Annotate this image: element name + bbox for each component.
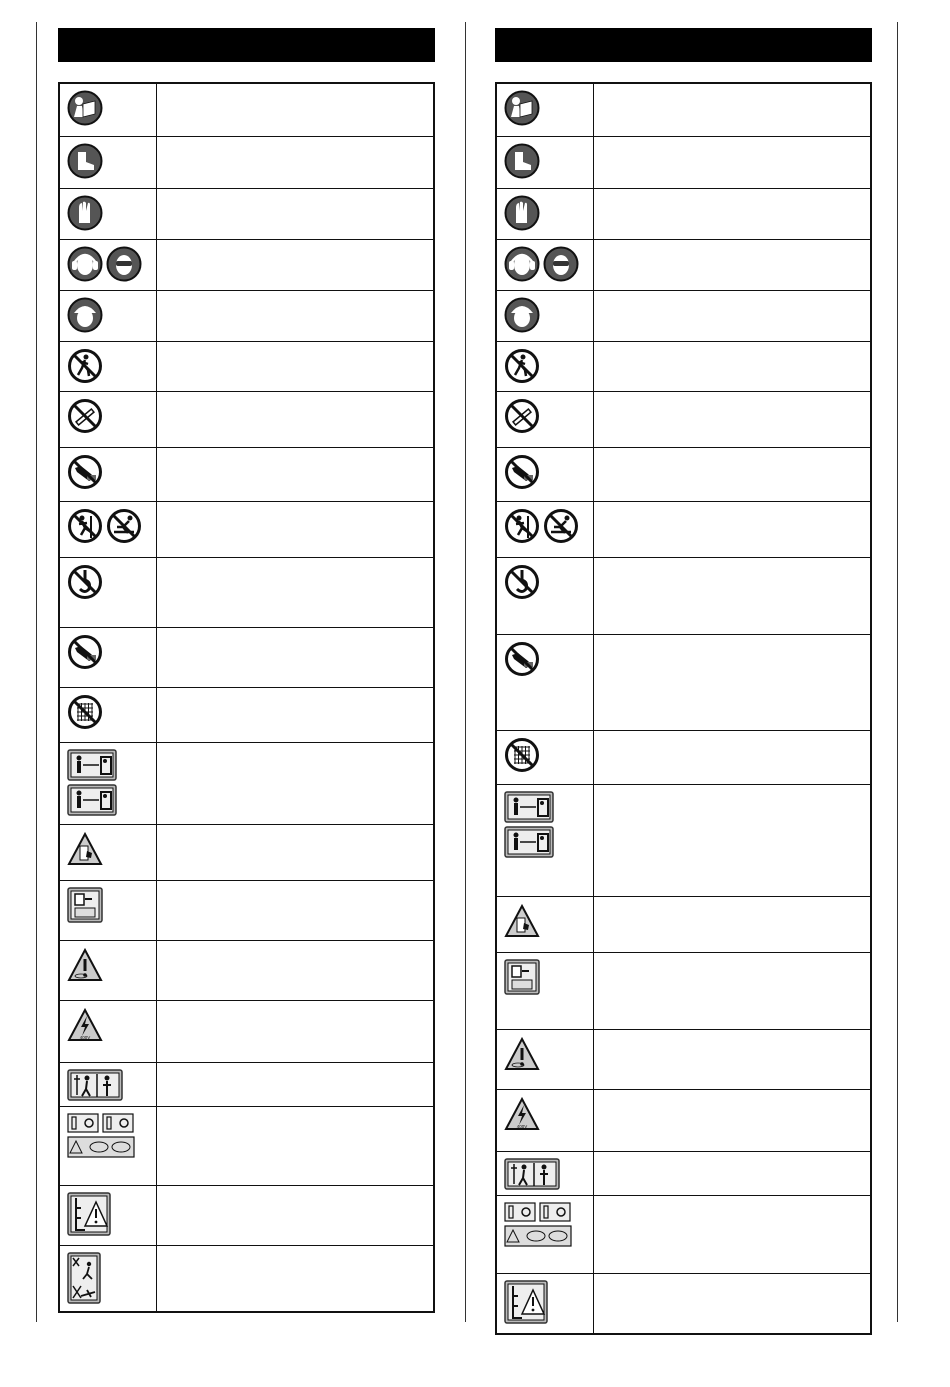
table-row xyxy=(60,501,433,557)
right-symbol-table xyxy=(495,82,872,1335)
symbol-cell xyxy=(497,1196,594,1273)
description-cell xyxy=(157,448,433,501)
symbol-cell xyxy=(497,953,594,1029)
description-cell xyxy=(594,785,870,896)
svg-text:400V: 400V xyxy=(79,1035,91,1040)
crush-hazard-icon xyxy=(67,831,103,867)
symbol-cell xyxy=(60,743,157,824)
symbol-cell xyxy=(60,392,157,447)
left-column xyxy=(58,28,435,1313)
description-cell xyxy=(594,558,870,634)
description-cell xyxy=(157,189,433,239)
description-cell xyxy=(157,1107,433,1185)
symbol-cell xyxy=(497,731,594,784)
description-cell xyxy=(594,731,870,784)
safety-gloves-icon xyxy=(504,195,540,231)
symbol-cell xyxy=(497,137,594,188)
table-row xyxy=(497,634,870,730)
description-cell xyxy=(157,1186,433,1245)
description-cell xyxy=(157,502,433,557)
table-row xyxy=(497,341,870,391)
distance-operator-icon xyxy=(504,791,554,823)
no-climbing-icon xyxy=(504,508,540,544)
symbol-cell xyxy=(60,189,157,239)
symbol-cell xyxy=(60,1107,157,1185)
description-cell xyxy=(594,897,870,952)
symbol-cell xyxy=(60,240,157,290)
description-cell xyxy=(594,342,870,391)
description-cell xyxy=(594,137,870,188)
no-grid-icon xyxy=(504,737,540,773)
ear-protection-icon xyxy=(504,246,540,282)
mast-warning-icon xyxy=(504,1280,548,1324)
symbol-cell xyxy=(60,825,157,880)
two-person-icon xyxy=(67,1069,123,1101)
table-row xyxy=(497,1089,870,1151)
no-standing-under-icon xyxy=(67,1252,101,1304)
page-divider-right xyxy=(897,22,898,1322)
description-cell xyxy=(594,635,870,730)
page-divider-left xyxy=(36,22,37,1322)
description-cell xyxy=(594,1274,870,1333)
symbol-cell xyxy=(497,240,594,290)
description-cell xyxy=(594,240,870,290)
control-panel-icon xyxy=(504,1202,536,1222)
table-row xyxy=(60,940,433,1000)
left-column-header xyxy=(58,28,435,62)
description-cell xyxy=(594,1030,870,1089)
description-cell xyxy=(157,825,433,880)
no-hand-in-machine-icon xyxy=(504,641,540,677)
table-row xyxy=(497,501,870,557)
table-row xyxy=(497,1151,870,1195)
no-pedestrians-icon xyxy=(504,348,540,384)
no-riding-icon xyxy=(106,508,142,544)
rotation-icon xyxy=(67,1136,135,1158)
description-cell xyxy=(594,84,870,136)
table-row xyxy=(60,136,433,188)
description-cell xyxy=(157,941,433,1000)
safety-boots-icon xyxy=(504,143,540,179)
description-cell xyxy=(157,342,433,391)
symbol-cell xyxy=(60,137,157,188)
left-symbol-table xyxy=(58,82,435,1313)
symbol-cell xyxy=(497,502,594,557)
table-row xyxy=(497,290,870,341)
control-panel-icon xyxy=(67,1113,99,1133)
symbol-cell xyxy=(497,785,594,896)
description-cell xyxy=(594,291,870,341)
no-climbing-icon xyxy=(67,508,103,544)
table-row xyxy=(60,188,433,239)
table-row xyxy=(60,391,433,447)
table-row xyxy=(497,84,870,136)
table-row xyxy=(497,730,870,784)
eye-protection-icon xyxy=(543,246,579,282)
table-row xyxy=(60,84,433,136)
description-cell xyxy=(157,558,433,627)
table-row xyxy=(497,391,870,447)
symbol-cell xyxy=(497,84,594,136)
read-manual-icon xyxy=(504,90,540,126)
table-row xyxy=(60,1245,433,1311)
no-grid-icon xyxy=(67,694,103,730)
helmet-icon xyxy=(67,297,103,333)
table-row xyxy=(497,896,870,952)
symbol-cell xyxy=(497,1090,594,1151)
symbol-cell xyxy=(497,342,594,391)
no-hand-in-machine-icon xyxy=(504,454,540,490)
control-panel-icon xyxy=(539,1202,571,1222)
description-cell xyxy=(594,189,870,239)
description-cell xyxy=(594,502,870,557)
description-cell xyxy=(157,137,433,188)
no-hand-in-machine-icon xyxy=(67,454,103,490)
eye-protection-icon xyxy=(106,246,142,282)
description-cell xyxy=(594,1090,870,1151)
symbol-cell xyxy=(60,448,157,501)
svg-text:400V: 400V xyxy=(516,1124,528,1129)
table-row xyxy=(60,627,433,687)
symbol-cell xyxy=(60,1246,157,1311)
right-column-header xyxy=(495,28,872,62)
description-cell xyxy=(157,743,433,824)
symbol-cell xyxy=(60,291,157,341)
symbol-cell xyxy=(60,342,157,391)
general-warning-icon xyxy=(504,1036,540,1072)
description-cell xyxy=(157,688,433,742)
table-row xyxy=(60,880,433,940)
electric-hazard-icon xyxy=(67,1007,103,1043)
safety-gloves-icon xyxy=(67,195,103,231)
crush-hazard-icon xyxy=(504,903,540,939)
description-cell xyxy=(157,240,433,290)
distance-operator-icon xyxy=(67,749,117,781)
table-row xyxy=(60,742,433,824)
description-cell xyxy=(157,881,433,940)
table-row xyxy=(60,290,433,341)
symbol-cell xyxy=(60,502,157,557)
symbol-cell xyxy=(497,392,594,447)
mast-warning-icon xyxy=(67,1192,111,1236)
two-person-icon xyxy=(504,1158,560,1190)
safety-boots-icon xyxy=(67,143,103,179)
ear-protection-icon xyxy=(67,246,103,282)
no-lifting-hook-icon xyxy=(504,564,540,600)
table-row xyxy=(497,557,870,634)
table-row xyxy=(497,1195,870,1273)
electric-hazard-icon xyxy=(504,1096,540,1132)
table-row xyxy=(497,1273,870,1333)
manual-page-icon xyxy=(504,959,540,995)
symbol-cell xyxy=(60,1186,157,1245)
table-row xyxy=(497,239,870,290)
manual-page-icon xyxy=(67,887,103,923)
table-row xyxy=(60,824,433,880)
description-cell xyxy=(594,1152,870,1195)
symbol-cell xyxy=(497,635,594,730)
description-cell xyxy=(594,953,870,1029)
table-row xyxy=(497,447,870,501)
table-row xyxy=(497,952,870,1029)
description-cell xyxy=(157,392,433,447)
table-row xyxy=(60,1185,433,1245)
symbol-cell xyxy=(60,1001,157,1062)
no-smoking-icon xyxy=(67,398,103,434)
table-row xyxy=(60,341,433,391)
description-cell xyxy=(157,1063,433,1106)
rotation-icon xyxy=(504,1225,572,1247)
symbol-cell xyxy=(497,448,594,501)
description-cell xyxy=(157,628,433,687)
table-row xyxy=(60,1062,433,1106)
symbol-cell xyxy=(60,558,157,627)
description-cell xyxy=(594,1196,870,1273)
no-riding-icon xyxy=(543,508,579,544)
general-warning-icon xyxy=(67,947,103,983)
description-cell xyxy=(157,291,433,341)
right-column xyxy=(495,28,872,1335)
table-row xyxy=(60,1106,433,1185)
description-cell xyxy=(594,448,870,501)
no-pedestrians-icon xyxy=(67,348,103,384)
no-smoking-icon xyxy=(504,398,540,434)
page-divider-center xyxy=(465,22,466,1322)
table-row xyxy=(60,687,433,742)
table-row xyxy=(60,239,433,290)
table-row xyxy=(497,188,870,239)
distance-operator-icon xyxy=(67,784,117,816)
description-cell xyxy=(157,1246,433,1311)
description-cell xyxy=(157,1001,433,1062)
no-lifting-hook-icon xyxy=(67,564,103,600)
description-cell xyxy=(157,84,433,136)
symbol-cell xyxy=(497,558,594,634)
table-row xyxy=(497,784,870,896)
symbol-cell xyxy=(497,291,594,341)
symbol-cell xyxy=(497,1152,594,1195)
description-cell xyxy=(594,392,870,447)
no-hand-in-machine-icon xyxy=(67,634,103,670)
symbol-cell xyxy=(497,1030,594,1089)
table-row xyxy=(60,1000,433,1062)
symbol-cell xyxy=(497,897,594,952)
table-row xyxy=(497,1029,870,1089)
symbol-cell xyxy=(497,189,594,239)
symbol-cell xyxy=(60,881,157,940)
read-manual-icon xyxy=(67,90,103,126)
symbol-cell xyxy=(60,941,157,1000)
table-row xyxy=(497,136,870,188)
distance-operator-icon xyxy=(504,826,554,858)
symbol-cell xyxy=(497,1274,594,1333)
control-panel-icon xyxy=(102,1113,134,1133)
table-row xyxy=(60,447,433,501)
symbol-cell xyxy=(60,688,157,742)
symbol-cell xyxy=(60,1063,157,1106)
symbol-cell xyxy=(60,84,157,136)
helmet-icon xyxy=(504,297,540,333)
symbol-cell xyxy=(60,628,157,687)
table-row xyxy=(60,557,433,627)
